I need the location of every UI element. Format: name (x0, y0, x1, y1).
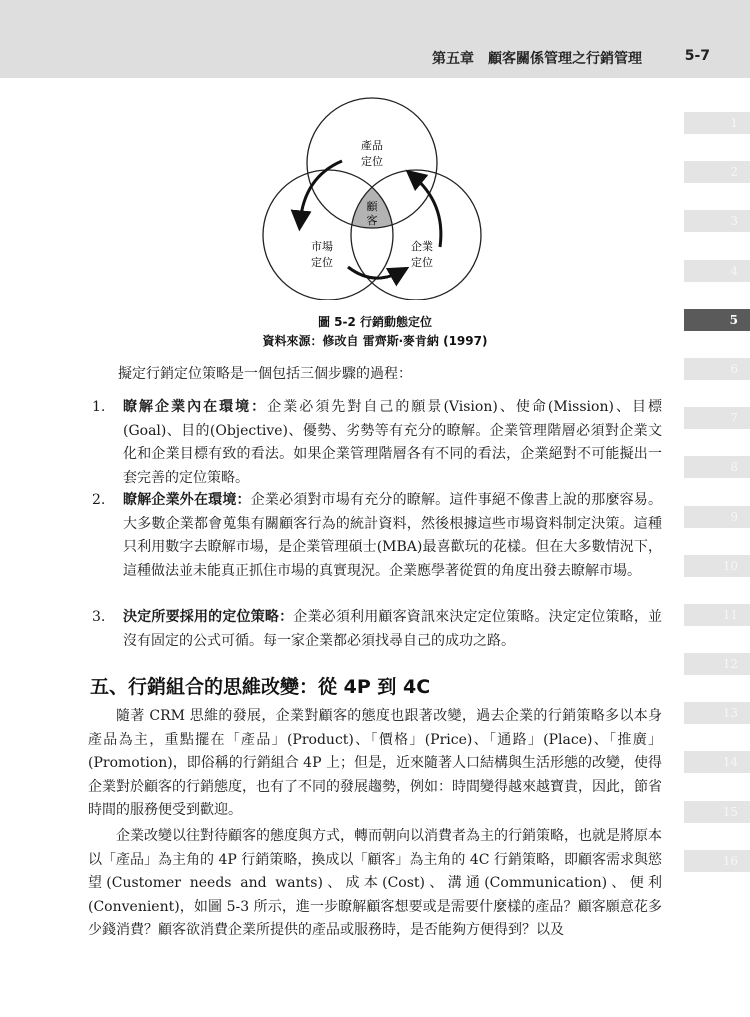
list-text (123, 396, 662, 490)
chapter-tab-7[interactable]: 7 (684, 407, 750, 429)
customer-label-line2: 客 (366, 214, 378, 227)
chapter-tab-9[interactable]: 9 (684, 506, 750, 528)
product-label-line1: 產品 (361, 139, 383, 152)
chapter-tab-15[interactable]: 15 (684, 801, 750, 823)
chapter-tab-4[interactable]: 4 (684, 260, 750, 282)
figure-source: 資料來源：修改自 雷齊斯‧麥肯納 (1997) (262, 334, 488, 348)
product-label-line2: 定位 (361, 155, 383, 168)
arrow-market-to-company (348, 267, 402, 278)
company-label-line2: 定位 (411, 256, 433, 269)
market-label-line2: 定位 (311, 256, 333, 269)
list-number: 1. (92, 399, 106, 415)
page-header (0, 0, 750, 78)
chapter-tab-13[interactable]: 13 (684, 702, 750, 724)
chapter-tab-10[interactable]: 10 (684, 555, 750, 577)
list-term: 決定所要採用的定位策略： (123, 609, 294, 625)
intro-paragraph: 擬定行銷定位策略是一個包括三個步驟的過程： (118, 366, 412, 382)
chapter-tab-14[interactable]: 14 (684, 751, 750, 773)
chapter-tab-11[interactable]: 11 (684, 604, 750, 626)
body-paragraph: 企業改變以往對待顧客的態度與方式，轉而朝向以消費者為主的行銷策略，也就是將原本以「產品」為主角的 4P 行銷策略，換成以「顧客」為主角的 4C 行銷策略，即顧客需求與慾望(Customer needs and wants)、成本(Cost)、溝通(Communication)、便利(Convenient)，如圖 5-3 所示，進一步瞭解顧客想要或是需要什麼樣的產品？顧客願意花多少錢消費？顧客欲消費企業所提供的產品或服務時，是否能夠方便得到？以及 (88, 828, 662, 938)
chapter-tab-12[interactable]: 12 (684, 653, 750, 675)
page-number: 5-7 (684, 48, 710, 64)
list-body: 企業必須對市場有充分的瞭解。這件事絕不像書上說的那麼容易。大多數企業都會蒐集有關顧客行為的統計資料，然後根據這些市場資料制定決策。這種只利用數字去瞭解市場，是企業管理碩士(MBA)最喜歡玩的花樣。但在大多數情況下，這種做法並未能真正抓住市場的真實現況。企業應學著從質的角度出發去瞭解市場。 (123, 492, 662, 579)
list-term: 瞭解企業外在環境： (123, 492, 251, 508)
customer-label-line1: 顧 (366, 200, 378, 213)
body-paragraph: 隨著 CRM 思維的發展，企業對顧客的態度也跟著改變，過去企業的行銷策略多以本身產品為主，重點擺在「產品」(Product)、「價格」(Price)、「通路」(Place)、「推廣」(Promotion)，即俗稱的行銷組合 4P 上；但是，近來隨著人口結構與生活形態的改變，使得企業對於顧客的行銷態度，也有了不同的發展趨勢，例如：時間變得越來越寶貴，因此，節省時間的服務便受到歡迎。 (88, 708, 662, 818)
chapter-title: 第五章 顧客關係管理之行銷管理 (432, 51, 642, 67)
venn-diagram (250, 95, 490, 300)
chapter-tabs (684, 112, 750, 899)
figure-caption: 圖 5-2 行銷動態定位 (317, 315, 433, 329)
chapter-tab-2[interactable]: 2 (684, 161, 750, 183)
chapter-tab-3[interactable]: 3 (684, 210, 750, 232)
chapter-tab-5[interactable]: 5 (684, 309, 750, 331)
customer-center-area (351, 170, 481, 300)
list-body: 企業必須利用顧客資訊來決定定位策略。決定定位策略，並沒有固定的公式可循。每一家企業都必須找尋自己的成功之路。 (123, 609, 663, 649)
market-label-line1: 市場 (311, 240, 333, 253)
list-body: 企業必須先對自己的願景(Vision)、使命(Mission)、目標(Goal)、目的(Objective)、優勢、劣勢等有充分的瞭解。企業管理階層必須對企業文化和企業目標有致的看法。如果企業管理階層各有不同的看法，企業絕對不可能擬出一套完善的定位策略。 (123, 399, 662, 486)
chapter-tab-6[interactable]: 6 (684, 358, 750, 380)
list-number: 3. (92, 609, 106, 625)
chapter-tab-16[interactable]: 16 (684, 850, 750, 872)
list-term: 瞭解企業內在環境： (123, 399, 268, 415)
list-text (123, 489, 662, 583)
chapter-tab-1[interactable]: 1 (684, 112, 750, 134)
company-label-line1: 企業 (411, 240, 433, 253)
chapter-tab-8[interactable]: 8 (684, 456, 750, 478)
section-heading: 五、行銷組合的思維改變：從 4P 到 4C (90, 676, 431, 698)
list-text (123, 606, 662, 653)
list-number: 2. (92, 492, 106, 508)
